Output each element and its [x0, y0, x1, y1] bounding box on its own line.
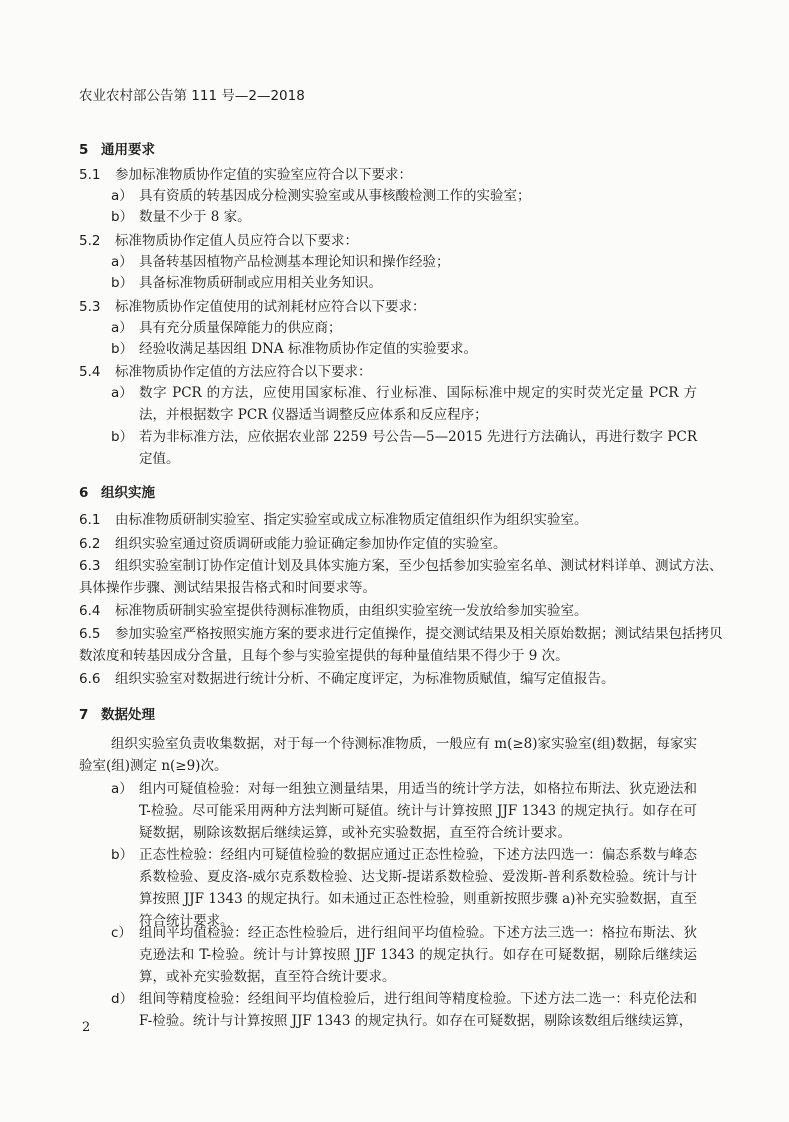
clause-5-2: 5.2 标准物质协作定值人员应符合以下要求： — [79, 233, 358, 249]
document-header: 农业农村部公告第 111 号—2—2018 — [79, 88, 305, 104]
clause-5-4-item-a: a） 数字 PCR 的方法，应使用国家标准、行业标准、国际标准中规定的实时荧光定量 PCR 方法，并根据数字 PCR 仪器适当调整反应体系和反应程序； — [111, 385, 697, 423]
clause-5-2-item-b: b） 具备标准物质研制或应用相关业务知识。 — [111, 275, 382, 291]
clause-5-3-item-b: b） 经验收满足基因组 DNA 标准物质协作定值的实验要求。 — [111, 341, 477, 357]
section-7-heading: 7 数据处理 — [79, 707, 155, 723]
section-7-item-a: a） 组内可疑值检验：对每一组独立测量结果，用适当的统计学方法，如格拉布斯法、狄克逊法和 T-检验。尽可能采用两种方法判断可疑值。统计与计算按照 JJF 1343 的规定执行。如存在可疑数据，剔除该数据后继续运算，或补充实验数据，直至符合统计要求。 — [111, 781, 697, 841]
clause-5-2-item-a: a） 具备转基因植物产品检测基本理论知识和操作经验； — [111, 254, 450, 270]
section-7-intro: 组织实验室负责收集数据，对于每一个待测标准物质，一般应有 m(≥8)家实验室(组)数据，每家实验室(组)测定 n(≥9)次。 — [79, 736, 697, 774]
section-7-item-d: d） 组间等精度检验：经组间平均值检验后，进行组间等精度检验。下述方法二选一：科克伦法和 F-检验。统计与计算按照 JJF 1343 的规定执行。如存在可疑数据，剔除该数组后继续运算， — [111, 991, 697, 1029]
page-number: 2 — [82, 1020, 91, 1035]
clause-5-4-item-b: b） 若为非标准方法，应依据农业部 2259 号公告—5—2015 先进行方法确认，再进行数字 PCR 定值。 — [111, 429, 697, 467]
clause-6-3: 6.3 组织实验室制订协作定值计划及具体实施方案，至少包括参加实验室名单、测试材料详单、测试方法、具体操作步骤、测试结果报告格式和时间要求等。 — [79, 558, 723, 596]
clause-5-4: 5.4 标准物质协作定值的方法应符合以下要求： — [79, 364, 372, 380]
section-6-heading: 6 组织实施 — [79, 485, 155, 501]
clause-6-1: 6.1 由标准物质研制实验室、指定实验室或成立标准物质定值组织作为组织实验室。 — [79, 512, 588, 528]
section-5-heading: 5 通用要求 — [79, 142, 155, 158]
section-7-item-b: b） 正态性检验：经组内可疑值检验的数据应通过正态性检验，下述方法四选一：偏态系数与峰态系数检验、夏皮洛-威尔克系数检验、达戈斯-提诺系数检验、爱泼斯-普利系数检验。统计与计算按照 JJF 1343 的规定执行。如未通过正态性检验，则重新按照步骤 a)补充实验数据，直至符合统计要求。 — [111, 847, 697, 929]
clause-6-2: 6.2 组织实验室通过资质调研或能力验证确定参加协作定值的实验室。 — [79, 536, 507, 552]
clause-5-1-item-a: a） 具有资质的转基因成分检测实验室或从事核酸检测工作的实验室； — [111, 188, 531, 204]
clause-5-1: 5.1 参加标准物质协作定值的实验室应符合以下要求： — [79, 167, 412, 183]
clause-6-5: 6.5 参加实验室严格按照实施方案的要求进行定值操作，提交测试结果及相关原始数据；测试结果包括拷贝数浓度和转基因成分含量，且每个参与实验室提供的每种量值结果不得少于 9 次。 — [79, 626, 723, 664]
section-7-item-c: c） 组间平均值检验：经正态性检验后，进行组间平均值检验。下述方法三选一：格拉布斯法、狄克逊法和 T-检验。统计与计算按照 JJF 1343 的规定执行。如存在可疑数据，剔除后继续运算，或补充实验数据，直至符合统计要求。 — [111, 925, 697, 985]
clause-5-3: 5.3 标准物质协作定值使用的试剂耗材应符合以下要求： — [79, 299, 426, 315]
clause-6-6: 6.6 组织实验室对数据进行统计分析、不确定度评定，为标准物质赋值，编写定值报告。 — [79, 671, 615, 687]
clause-6-4: 6.4 标准物质研制实验室提供待测标准物质，由组织实验室统一发放给参加实验室。 — [79, 603, 588, 619]
clause-5-3-item-a: a） 具有充分质量保障能力的供应商； — [111, 320, 342, 336]
clause-5-1-item-b: b） 数量不少于 8 家。 — [111, 209, 251, 225]
